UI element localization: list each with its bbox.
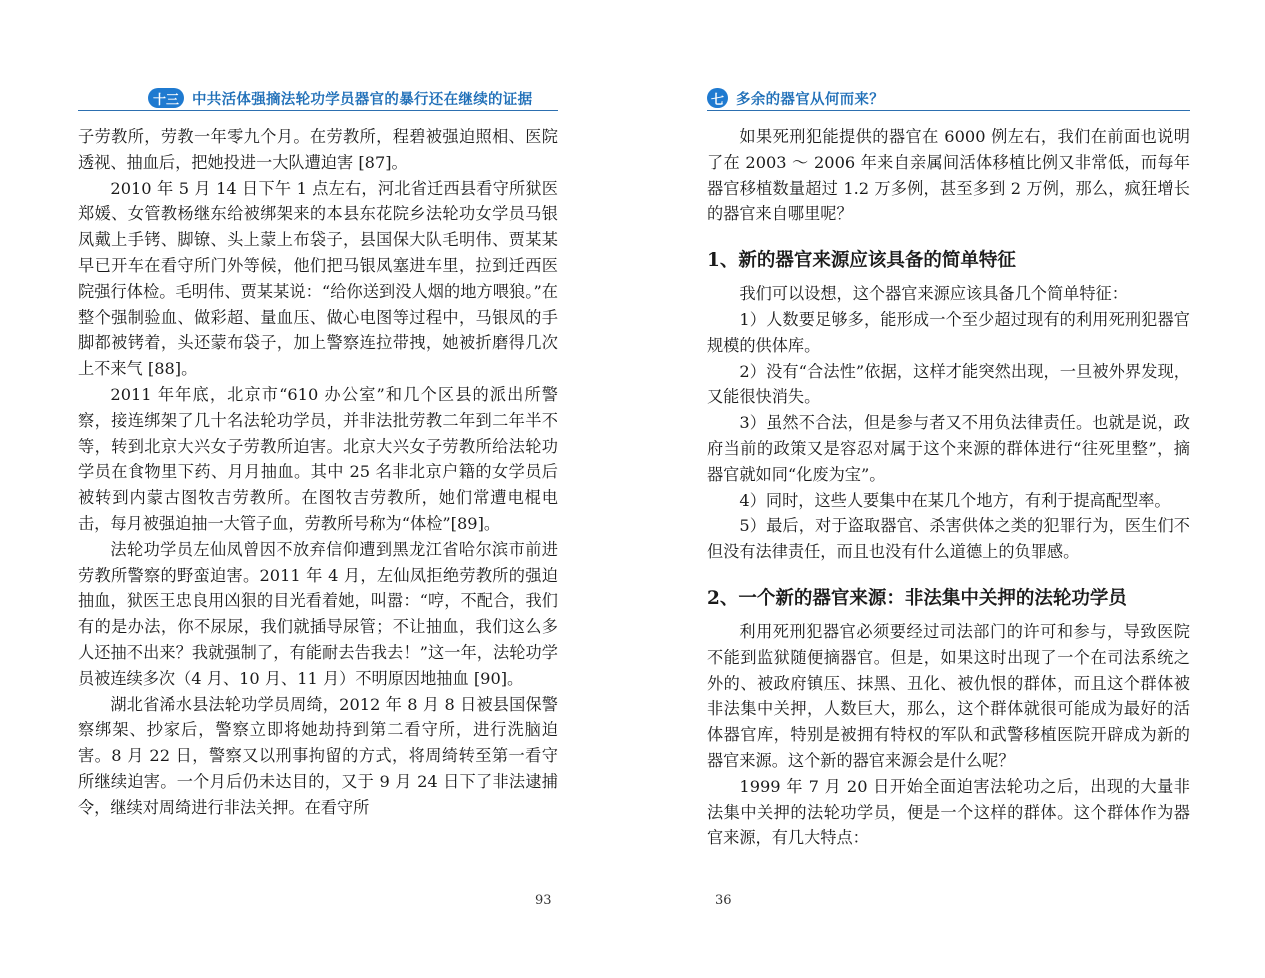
paragraph: 我们可以设想，这个器官来源应该具备几个简单特征：: [739, 284, 1128, 304]
list-item: 2）没有“合法性”依据，这样才能突然出现，一旦被外界发现，又能很快消失。: [707, 361, 1190, 407]
chapter-title: 多余的器官从何而来？: [736, 91, 885, 108]
section-heading: 2、一个新的器官来源：非法集中关押的法轮功学员: [707, 587, 1127, 609]
page-number: 93: [535, 893, 552, 908]
chapter-title: 中共活体强摘法轮功学员器官的暴行还在继续的证据: [192, 91, 533, 108]
chapter-number-badge: 七: [707, 88, 728, 108]
paragraph: 2010 年 5 月 14 日下午 1 点左右，河北省迁西县看守所狱医郑媛、女管教杨继东给被绑架来的本县东花院乡法轮功女学员马银凤戴上手铐、脚镣、头上蒙上布袋子，县国保大队毛明伟、贾某某早已开车在看守所门外等候，他们把马银凤塞进车里，拉到迁西医院强行体检。毛明伟、贾某某说：“给你送到没人烟的地方喂狼。”在整个强制验血、做彩超、量血压、做心电图等过程中，马银凤的手脚都被铐着，头还蒙布袋子，加上警察连拉带拽，她被折磨得几次上不来气 [88]。: [78, 178, 558, 379]
left-running-header: [78, 86, 558, 111]
paragraph: 法轮功学员左仙凤曾因不放弃信仰遭到黑龙江省哈尔滨市前进劳教所警察的野蛮迫害。2011 年 4 月，左仙凤拒绝劳教所的强迫抽血，狱医王忠良用凶狠的目光看着她，叫嚣：“哼，不配合，我们有的是办法，你不尿尿，我们就插导尿管；不让抽血，我们这么多人还抽不出来？我就强制了，有能耐去告我去！”这一年，法轮功学员被连续多次（4 月、10 月、11 月）不明原因地抽血 [90]。: [78, 539, 558, 688]
list-item: 1）人数要足够多，能形成一个至少超过现有的利用死刑犯器官规模的供体库。: [707, 309, 1190, 355]
paragraph: 子劳教所，劳教一年零九个月。在劳教所，程碧被强迫照相、医院透视、抽血后，把她投进一大队遭迫害 [87]。: [78, 127, 558, 172]
list-item: 5）最后，对于盗取器官、杀害供体之类的犯罪行为，医生们不但没有法律责任，而且也没有什么道德上的负罪感。: [707, 516, 1190, 562]
section-heading: 1、新的器官来源应该具备的简单特征: [707, 250, 1016, 272]
chapter-number-badge: 十三: [148, 88, 184, 108]
paragraph: 2011 年年底，北京市“610 办公室”和几个区县的派出所警察，接连绑架了几十名法轮功学员，并非法批劳教二年到二年半不等，转到北京大兴女子劳教所迫害。北京大兴女子劳教所给法轮功学员在食物里下药、月月抽血。其中 25 名非北京户籍的女学员后被转到内蒙古图牧吉劳教所。在图牧吉劳教所，她们常遭电棍电击，每月被强迫抽一大管子血，劳教所号称为“体检”[89]。: [78, 384, 558, 533]
paragraph: 湖北省浠水县法轮功学员周绮，2012 年 8 月 8 日被县国保警察绑架、抄家后，警察立即将她劫持到第二看守所，进行洗脑迫害。8 月 22 日，警察又以刑事拘留的方式，将周绮转至第一看守所继续迫害。一个月后仍未达目的，又于 9 月 24 日下了非法逮捕令，继续对周绮进行非法关押。在看守所: [78, 694, 558, 817]
page-number: 36: [715, 893, 732, 908]
list-item: 3）虽然不合法，但是参与者又不用负法律责任。也就是说，政府当前的政策又是容忍对属于这个来源的群体进行“往死里整”，摘器官就如同“化废为宝”。: [707, 413, 1190, 484]
right-page: [633, 0, 1265, 978]
intro-paragraph: 如果死刑犯能提供的器官在 6000 例左右，我们在前面也说明了在 2003 ～ 2006 年来自亲属间活体移植比例又非常低，而每年器官移植数量超过 1.2 万多例，甚至多到 2 万例，那么，疯狂增长的器官来自哪里呢？: [707, 127, 1190, 224]
left-body-text: [78, 124, 558, 821]
right-body-text: [707, 124, 1190, 851]
right-running-header: [707, 86, 1190, 111]
list-item: 4）同时，这些人要集中在某几个地方，有利于提高配型率。: [739, 490, 1171, 510]
left-page: [0, 0, 632, 978]
paragraph: 利用死刑犯器官必须要经过司法部门的许可和参与，导致医院不能到监狱随便摘器官。但是，如果这时出现了一个在司法系统之外的、被政府镇压、抹黑、丑化、被仇恨的群体，而且这个群体被非法集中关押，人数巨大，那么，这个群体就很可能成为最好的活体器官库，特别是被拥有特权的军队和武警移植医院开辟成为新的器官来源。这个新的器官来源会是什么呢？: [707, 621, 1190, 770]
paragraph: 1999 年 7 月 20 日开始全面迫害法轮功之后，出现的大量非法集中关押的法轮功学员，便是一个这样的群体。这个群体作为器官来源，有几大特点：: [707, 776, 1190, 848]
